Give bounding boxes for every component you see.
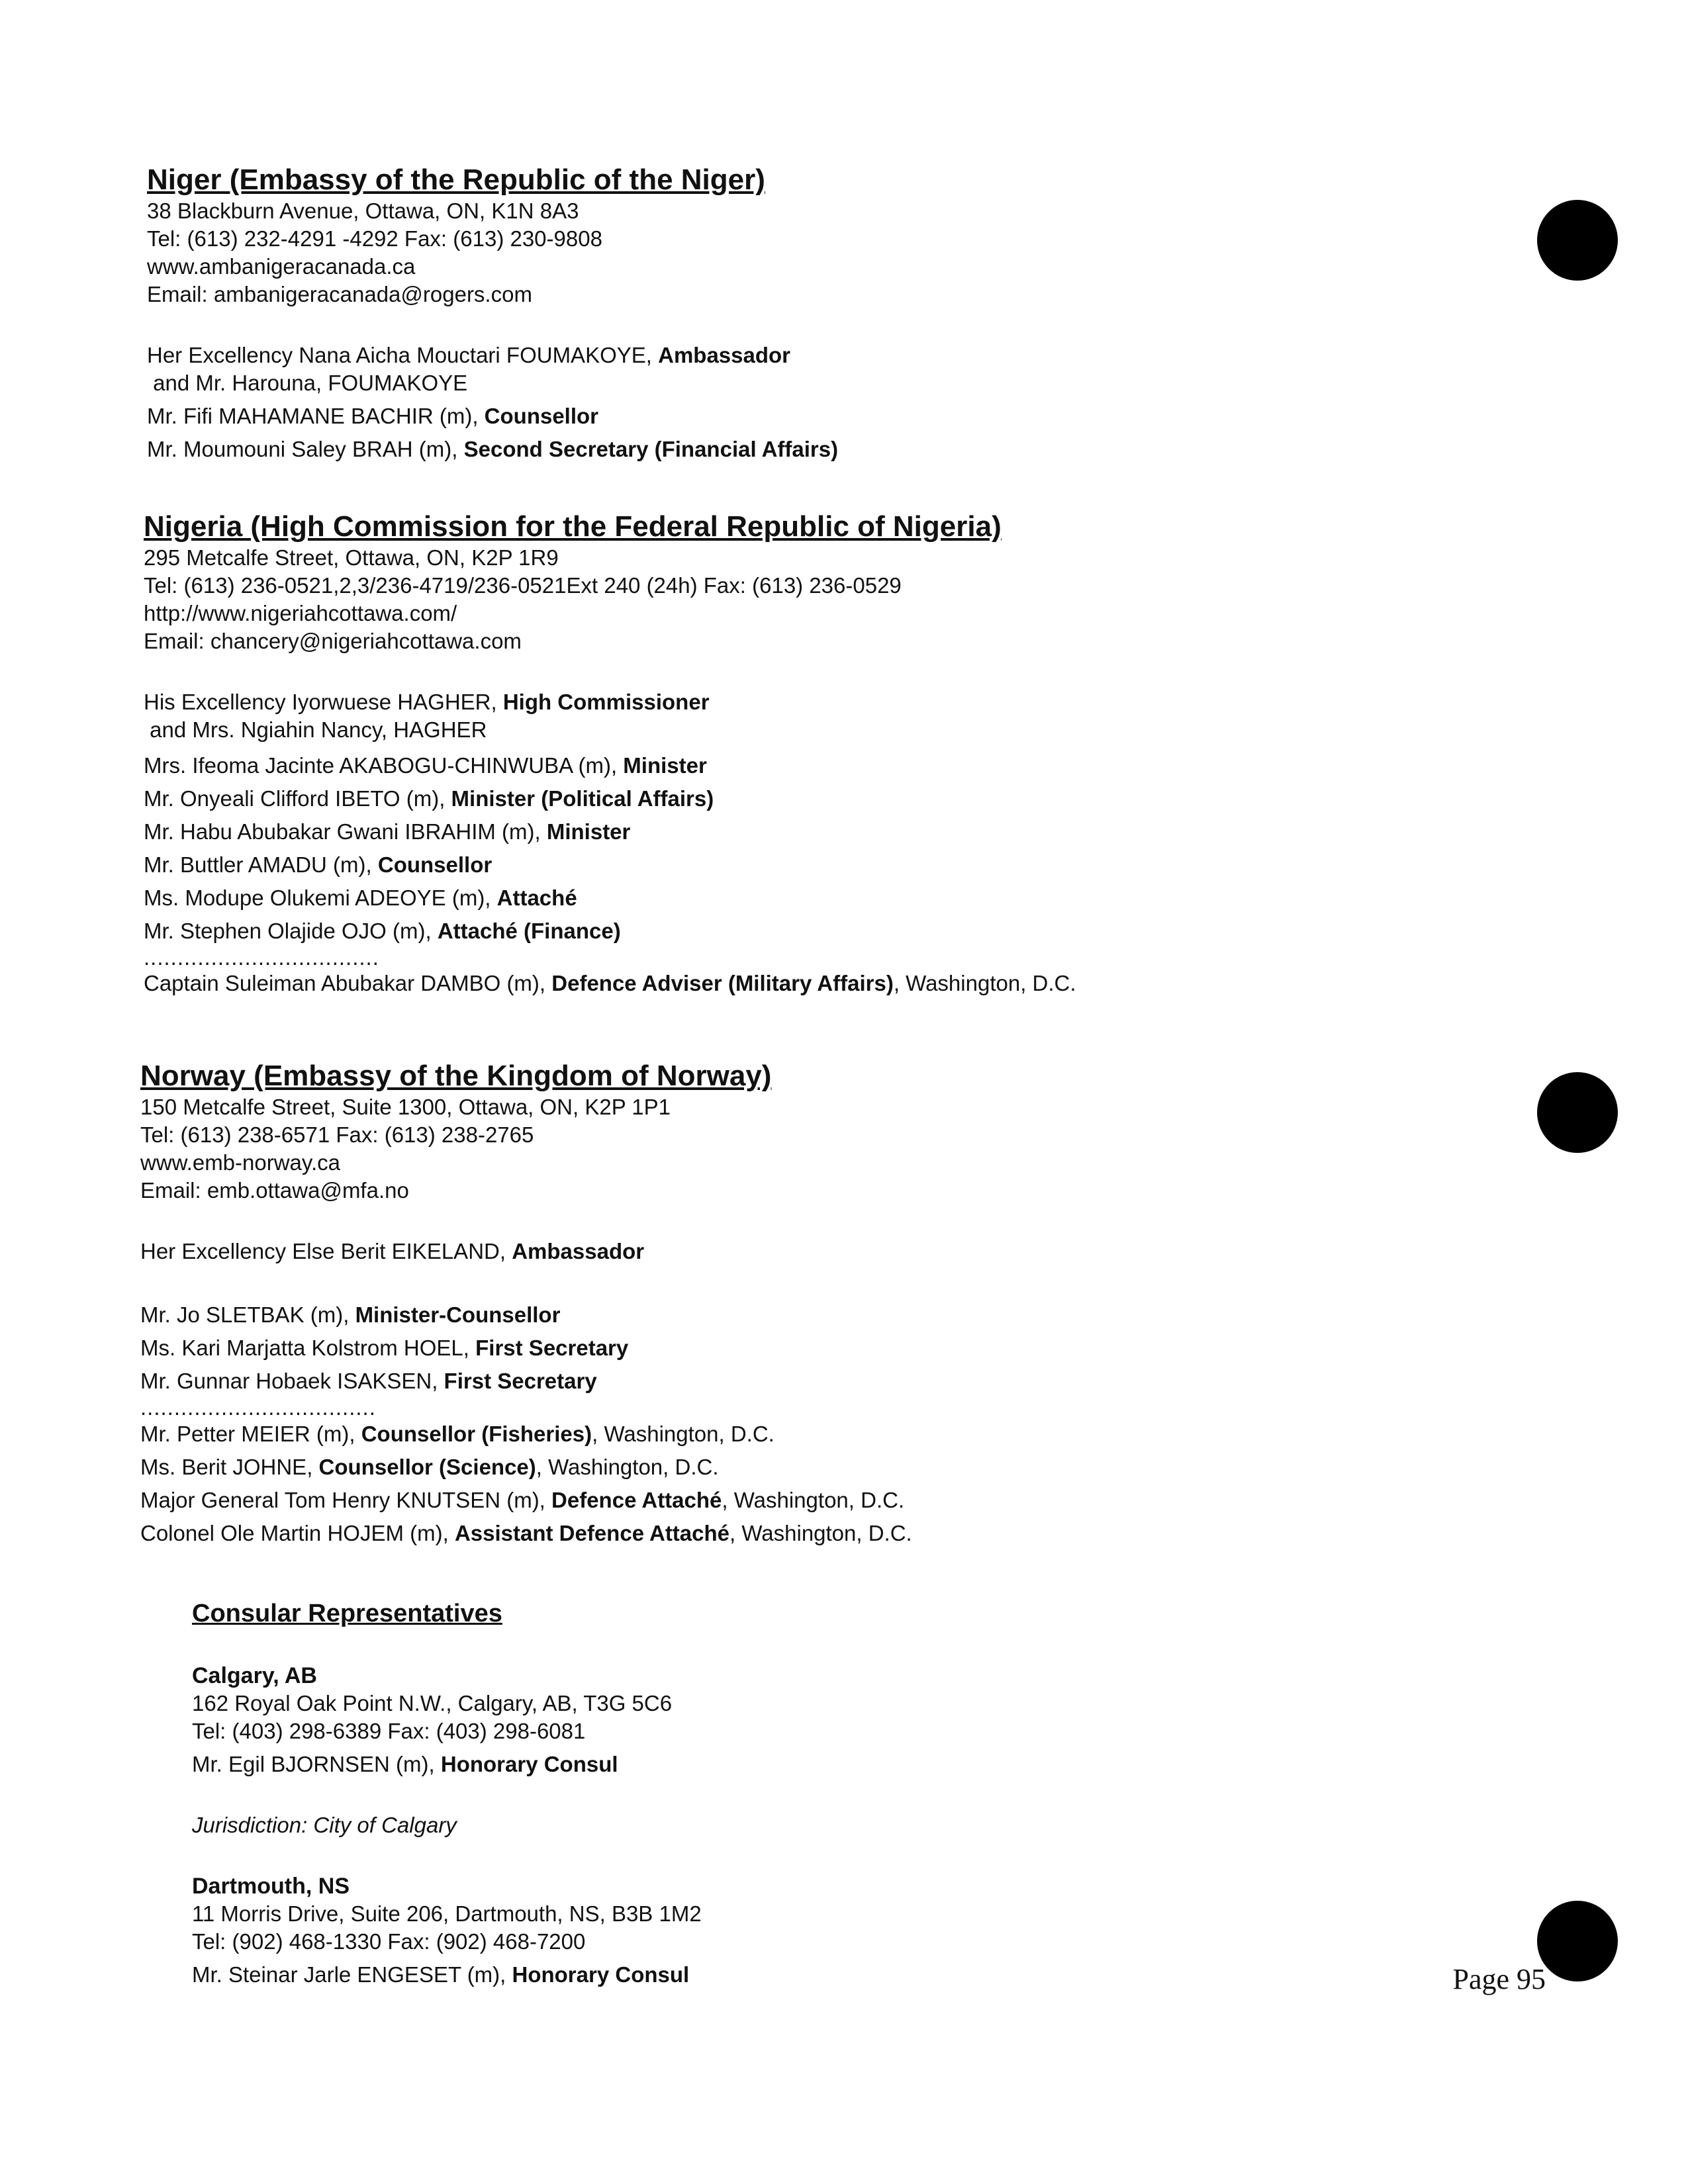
staff-title: Minister-Counsellor [355,1302,561,1327]
staff-title: Second Secretary (Financial Affairs) [463,437,839,461]
punch-hole-top [1537,200,1618,281]
staff-location: , Washington, D.C. [592,1422,774,1446]
nigeria-tel: Tel: (613) 236-0521,2,3/236-4719/236-0521Ext 240 (24h) Fax: (613) 236-0529 [144,573,902,598]
staff-entry [144,782,1076,815]
staff-entry [140,1332,912,1365]
staff-name: Mr. Buttler AMADU (m), [144,852,378,877]
norway-heading: Norway (Embassy of the Kingdom of Norway) [140,1060,772,1092]
staff-name: Mr. Onyeali Clifford IBETO (m), [144,786,451,811]
staff-title: Counsellor [484,404,599,428]
staff-name: Ms. Modupe Olukemi ADEOYE (m), [144,886,497,910]
remote-staff-entry [140,1451,912,1484]
consular-tel: Tel: (902) 468-1330 Fax: (902) 468-7200 [192,1929,586,1954]
staff-name: Mr. Habu Abubakar Gwani IBRAHIM (m), [144,819,547,844]
staff-title: Minister [546,819,631,844]
consular-heading: Consular Representatives [192,1600,502,1627]
staff-title: Counsellor [377,852,492,877]
staff-location: , Washington, D.C. [722,1488,905,1512]
consular-person [192,1961,702,1989]
staff-title: Defence Attaché [551,1488,722,1512]
staff-entry [140,1298,912,1332]
staff-entry [147,402,838,430]
punch-hole-middle [1537,1072,1618,1153]
punch-hole-bottom [1537,1901,1618,1981]
niger-head-of-mission [147,341,838,369]
niger-head-name: Her Excellency Nana Aicha Mouctari FOUMAKOYE, [147,343,659,367]
staff-title: First Secretary [444,1369,597,1393]
staff-entry [144,749,1076,782]
page-number: Page 95 [1452,1963,1546,1995]
consular-address: 11 Morris Drive, Suite 206, Dartmouth, NS, B3B 1M2 [192,1901,702,1926]
norway-tel: Tel: (613) 238-6571 Fax: (613) 238-2765 [140,1122,534,1147]
staff-location: , Washington, D.C. [729,1521,912,1545]
remote-staff-entry [140,1484,912,1517]
niger-website: www.ambanigeracanada.ca [147,254,416,279]
niger-email: Email: ambanigeracanada@rogers.com [147,282,532,306]
consul-name: Mr. Steinar Jarle ENGESET (m), [192,1962,512,1987]
nigeria-section [144,510,1076,999]
norway-section [140,1059,912,1550]
staff-title: Defence Adviser (Military Affairs) [551,971,894,995]
staff-name: Mr. Jo SLETBAK (m), [140,1302,355,1327]
consular-section [192,1598,702,1989]
consular-city: Calgary, AB [192,1663,317,1688]
staff-name: Mr. Fifi MAHAMANE BACHIR (m), [147,404,485,428]
consular-person [192,1751,702,1778]
staff-name: Mr. Stephen Olajide OJO (m), [144,919,438,943]
norway-address: 150 Metcalfe Street, Suite 1300, Ottawa, ON, K2P 1P1 [140,1095,671,1119]
consular-address: 162 Royal Oak Point N.W., Calgary, AB, T3G 5C6 [192,1691,673,1715]
consular-city: Dartmouth, NS [192,1874,350,1899]
staff-title: Counsellor (Fisheries) [361,1422,592,1446]
consul-name: Mr. Egil BJORNSEN (m), [192,1752,441,1776]
consular-jurisdiction: Jurisdiction: City of Calgary [192,1813,457,1837]
nigeria-head-title: High Commissioner [502,690,710,714]
staff-name: Captain Suleiman Abubakar DAMBO (m), [144,971,552,995]
staff-entry [144,848,1076,882]
dotted-separator: ................................... [140,1395,376,1420]
staff-title: First Secretary [475,1336,629,1360]
nigeria-heading: Nigeria (High Commission for the Federal Republic of Nigeria) [144,510,1002,543]
staff-name: Ms. Kari Marjatta Kolstrom HOEL, [140,1336,476,1360]
staff-name: Ms. Berit JOHNE, [140,1455,319,1479]
norway-head-title: Ambassador [512,1239,645,1263]
niger-address: 38 Blackburn Avenue, Ottawa, ON, K1N 8A3 [147,199,579,223]
staff-title: Attaché (Finance) [437,919,621,943]
nigeria-website: http://www.nigeriahcottawa.com/ [144,601,457,625]
norway-email: Email: emb.ottawa@mfa.no [140,1178,409,1203]
staff-entry [144,915,1076,948]
remote-staff-entry [140,1418,912,1451]
staff-location: , Washington, D.C. [893,971,1076,995]
nigeria-email: Email: chancery@nigeriahcottawa.com [144,629,522,653]
staff-name: Mr. Petter MEIER (m), [140,1422,361,1446]
remote-staff-entry [144,968,1076,999]
consular-tel: Tel: (403) 298-6389 Fax: (403) 298-6081 [192,1719,586,1743]
staff-entry [144,882,1076,915]
staff-location: , Washington, D.C. [536,1455,719,1479]
staff-name: Mr. Moumouni Saley BRAH (m), [147,437,464,461]
nigeria-spouse: and Mrs. Ngiahin Nancy, HAGHER [144,717,487,742]
consul-title: Honorary Consul [512,1962,690,1987]
norway-head-of-mission [140,1238,912,1265]
staff-name: Mrs. Ifeoma Jacinte AKABOGU-CHINWUBA (m), [144,753,624,778]
staff-title: Attaché [496,886,577,910]
staff-title: Minister [623,753,707,778]
staff-entry [147,435,838,463]
niger-section [147,163,838,463]
consul-title: Honorary Consul [440,1752,618,1776]
staff-title: Minister (Political Affairs) [451,786,714,811]
staff-name: Mr. Gunnar Hobaek ISAKSEN, [140,1369,444,1393]
staff-name: Major General Tom Henry KNUTSEN (m), [140,1488,552,1512]
norway-website: www.emb-norway.ca [140,1150,340,1175]
staff-name: Colonel Ole Martin HOJEM (m), [140,1521,455,1545]
niger-tel: Tel: (613) 232-4291 -4292 Fax: (613) 230-9808 [147,226,602,251]
staff-title: Counsellor (Science) [318,1455,536,1479]
remote-staff-entry [140,1517,912,1550]
niger-heading: Niger (Embassy of the Republic of the Niger) [147,163,765,196]
staff-title: Assistant Defence Attaché [454,1521,730,1545]
nigeria-address: 295 Metcalfe Street, Ottawa, ON, K2P 1R9 [144,545,559,570]
staff-entry [140,1365,912,1398]
dotted-separator: ................................... [144,945,379,970]
norway-head-name: Her Excellency Else Berit EIKELAND, [140,1239,512,1263]
nigeria-head-of-mission [144,688,1076,716]
staff-entry [144,815,1076,848]
niger-spouse: and Mr. Harouna, FOUMAKOYE [147,371,468,395]
niger-head-title: Ambassador [658,343,791,367]
nigeria-head-name: His Excellency Iyorwuese HAGHER, [144,690,503,714]
